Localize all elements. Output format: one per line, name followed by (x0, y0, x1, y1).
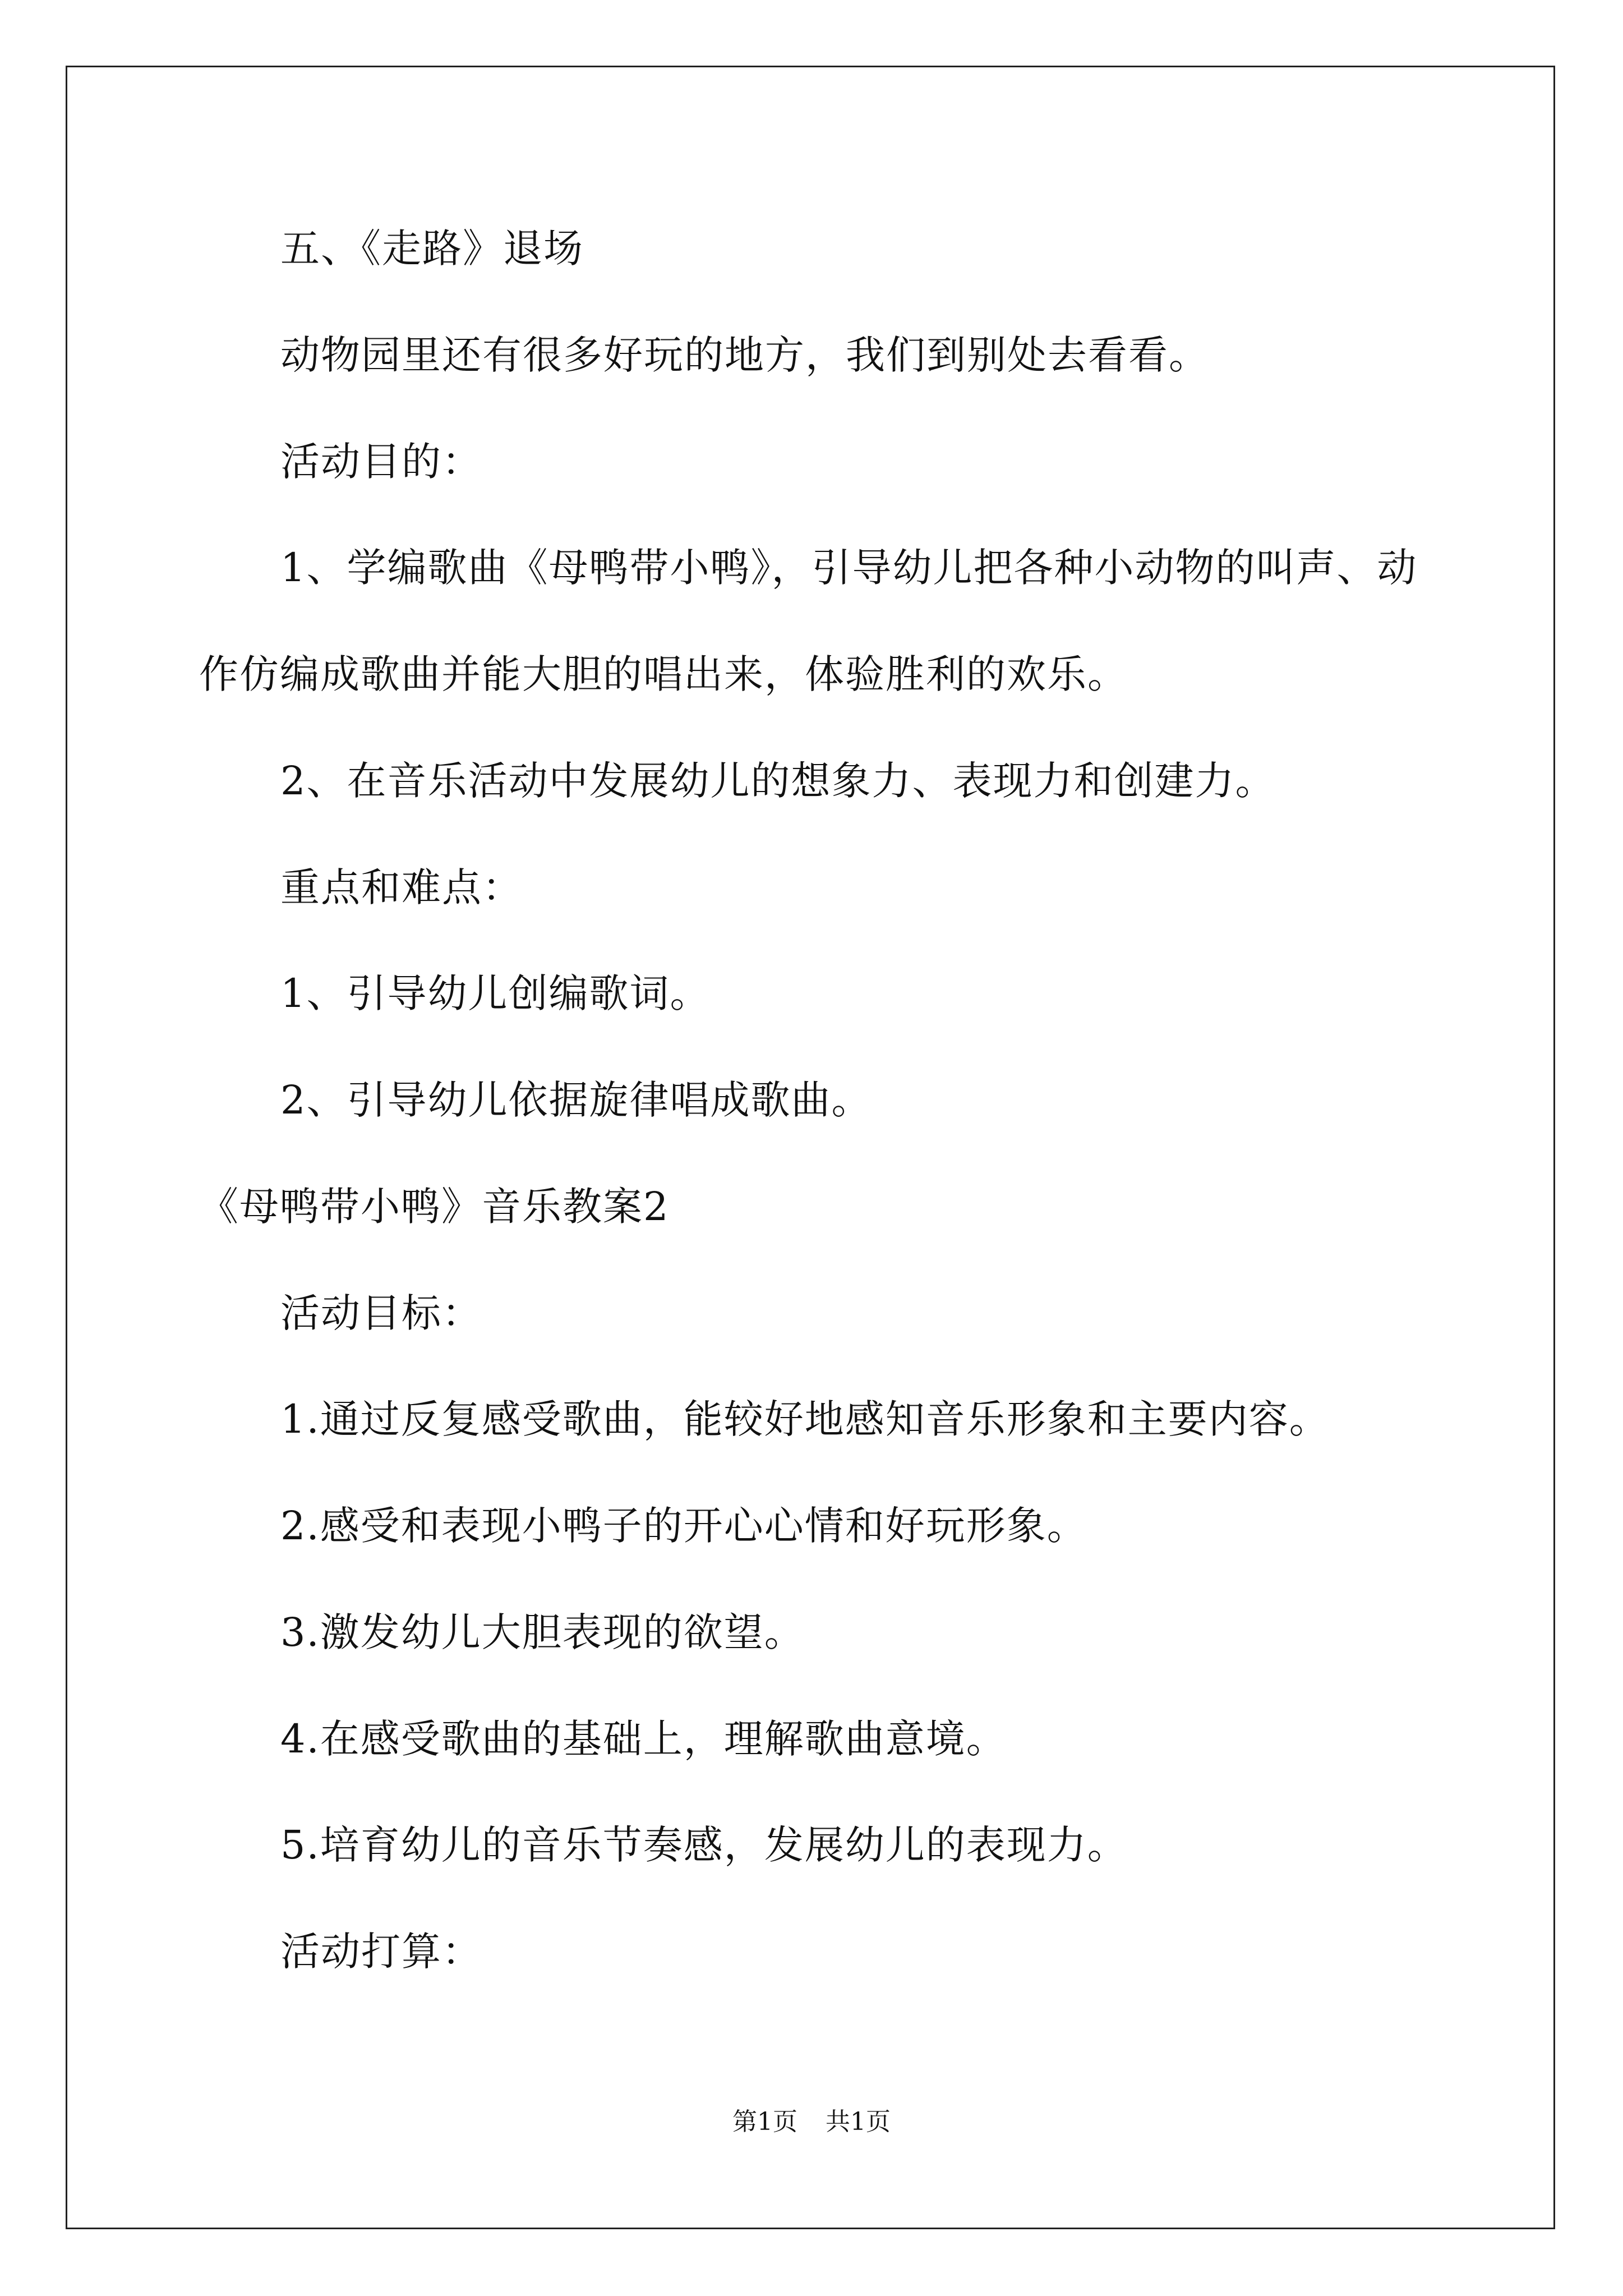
text-line: 活动打算： (280, 1929, 482, 1975)
text-line: 1.通过反复感受歌曲，能较好地感知音乐形象和主要内容。 (280, 1396, 1330, 1442)
page-border (66, 66, 1555, 2229)
text-line: 活动目标： (280, 1290, 482, 1336)
text-line: 2、引导幼儿依据旋律唱成歌曲。 (280, 1077, 872, 1123)
text-line: 2、在音乐活动中发展幼儿的想象力、表现力和创建力。 (280, 758, 1276, 804)
text-line: 5.培育幼儿的音乐节奏感，发展幼儿的表现力。 (280, 1822, 1128, 1868)
text-line: 作仿编成歌曲并能大胆的唱出来，体验胜利的欢乐。 (199, 651, 1128, 697)
text-line: 动物园里还有很多好玩的地方，我们到别处去看看。 (280, 332, 1209, 378)
page-total: 共1页 (826, 2108, 891, 2136)
text-line: 活动目的： (280, 439, 482, 485)
text-line: 4.在感受歌曲的基础上，理解歌曲意境。 (280, 1716, 1007, 1762)
page-number: 第1页 (732, 2108, 797, 2136)
text-line: 重点和难点： (280, 864, 523, 910)
text-line: 1、学编歌曲《母鸭带小鸭》，引导幼儿把各种小动物的叫声、动 (280, 545, 1418, 591)
text-line: 3.激发幼儿大胆表现的欲望。 (280, 1609, 805, 1655)
text-line: 2.感受和表现小鸭子的开心心情和好玩形象。 (280, 1503, 1087, 1549)
text-line: 1、引导幼儿创编歌词。 (280, 970, 711, 1016)
page-footer (0, 2106, 1623, 2138)
text-line: 五、《走路》退场 (280, 226, 584, 272)
section-heading: 《母鸭带小鸭》音乐教案2 (199, 1184, 670, 1230)
